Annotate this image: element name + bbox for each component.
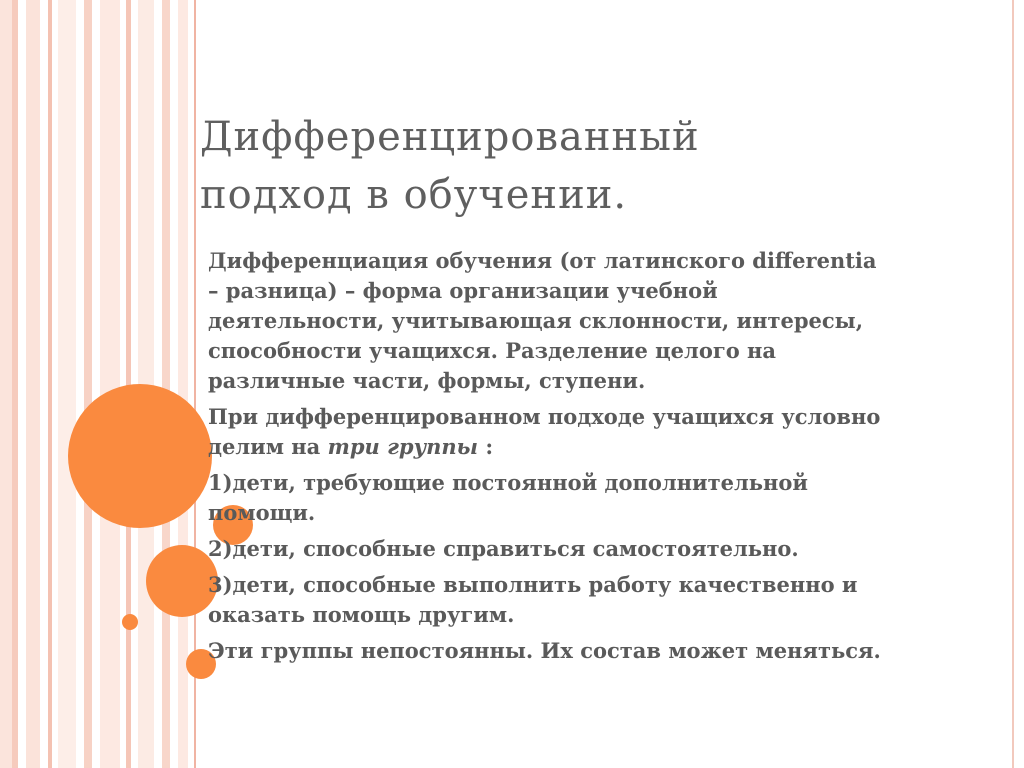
decorative-stripes bbox=[0, 0, 205, 768]
group-3-item: 3)дети, способные выполнить работу качественно и оказать помощь другим. bbox=[208, 572, 858, 627]
group-1-item: 1)дети, требующие постоянной дополнительной помощи. bbox=[208, 470, 808, 525]
groups-intro-colon: : bbox=[478, 434, 494, 459]
title-line-1: Дифференцированный bbox=[200, 114, 700, 160]
slide-title bbox=[200, 108, 940, 224]
separation-text: Разделение целого на различные части, формы, ступени. bbox=[208, 338, 776, 393]
slide-content bbox=[208, 246, 888, 672]
group-2-item: 2)дети, способные справиться самостоятельно. bbox=[208, 536, 799, 561]
right-frame-line bbox=[1012, 0, 1014, 768]
groups-emphasis: три группы bbox=[327, 434, 479, 459]
tiny-orange-circle bbox=[122, 614, 138, 630]
definition-paragraph bbox=[208, 246, 888, 396]
large-orange-circle bbox=[68, 384, 212, 528]
conclusion-paragraph: Эти группы непостоянны. Их состав может меняться. bbox=[208, 638, 881, 663]
title-line-2: подход в обучении. bbox=[200, 172, 628, 218]
groups-intro-paragraph bbox=[208, 402, 888, 462]
definition-text: Дифференциация обучения (от латинского differentia – разница) – форма организации учебной деятельности, учитывающая склонности, интересы, способности учащихся. bbox=[208, 248, 877, 363]
groups-intro-text: При дифференцированном подходе учащихся условно делим на bbox=[208, 404, 881, 459]
